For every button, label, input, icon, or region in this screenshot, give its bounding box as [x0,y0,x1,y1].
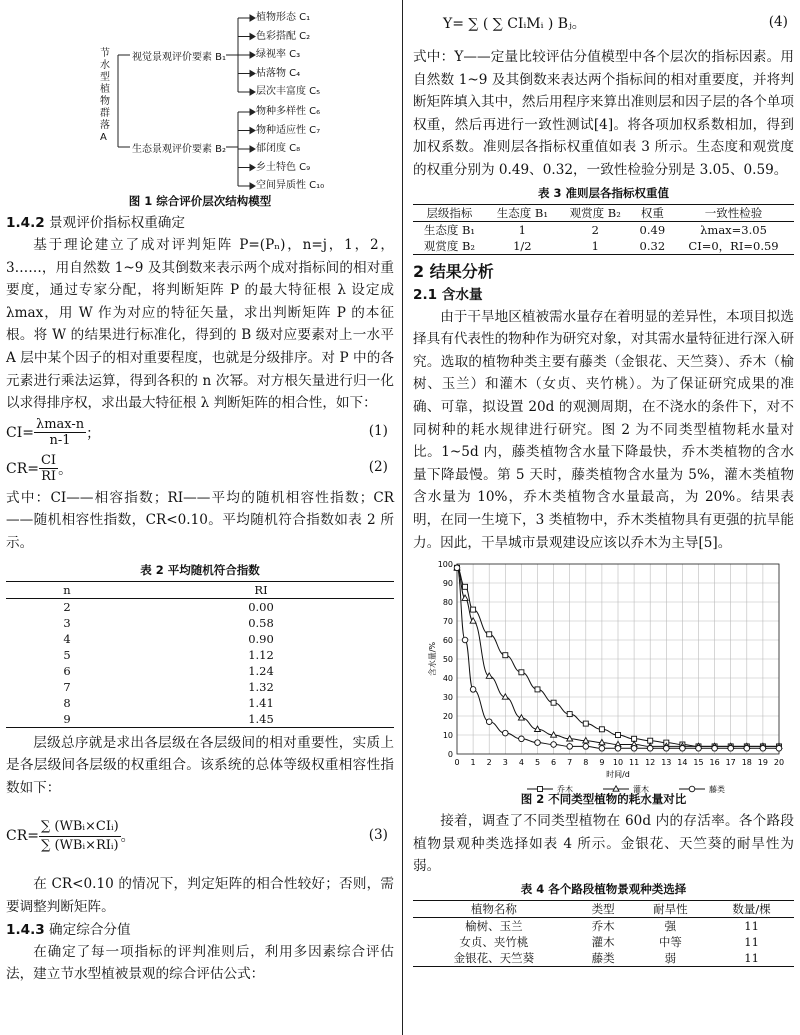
eq1-left: CI= [6,424,34,441]
b1-label: 视觉景观评价要素 B₁ [132,52,227,63]
table-cell: 3 [63,615,71,630]
x-tick-label: 14 [677,758,688,768]
eq2-fraction [39,453,58,484]
table-row [413,934,794,950]
eq3-denominator [39,837,121,855]
table-row [6,663,394,679]
root-label: 节水型植物群落A [100,48,110,143]
data-point [760,746,766,752]
x-tick-label: 4 [518,758,524,768]
data-point [551,700,556,705]
arrow-head [250,15,255,21]
hierarchy-diagram [6,0,394,190]
criterion-b2-5: 空间异质性 C₁₀ [256,180,325,191]
x-tick-label: 0 [454,758,460,768]
table-2-caption: 表 2 平均随机符合指数 [140,562,260,577]
data-point [583,721,588,726]
table-cell: 女贞、夹竹桃 [459,934,529,949]
table-header: n [6,581,128,598]
heading-number: 1.4.3 [6,921,45,938]
data-point [551,742,557,748]
x-tick-label: 12 [645,758,656,768]
arrow-head [250,146,255,152]
x-tick-label: 1 [470,758,476,768]
table-cell: λmax=3.05 [700,222,767,237]
right-column [413,0,794,967]
y-tick-label: 40 [442,674,453,684]
data-point [519,670,524,675]
paragraph: 在确定了每一项指标的评判准则后，利用多因素综合评估法，建立节水型植被景观的综合评估公式： [6,943,394,983]
arrow-head [250,71,255,77]
figure-2-caption: 图 2 不同类型植物的耗水量对比 [520,792,687,807]
x-tick-label: 6 [551,758,557,768]
column-divider [402,0,403,1035]
heading-number: 1.4.2 [6,215,45,231]
arrow-head [250,89,255,95]
y-tick-label: 80 [442,598,453,608]
data-point [599,727,604,732]
data-point [503,653,508,658]
section-2-heading: 2 结果分析 [413,261,494,281]
table-cell: 弱 [631,950,709,967]
table-cell: 2 [63,599,71,614]
table-cell: 金银花、天竺葵 [413,950,575,967]
arrow-head [250,128,255,134]
table-cell: 中等 [658,934,682,949]
data-point [487,632,492,637]
table-header: RI [128,581,394,598]
data-point [647,746,653,752]
criterion-b2-1: 物种多样性 C₆ [256,106,321,117]
eq1-denominator: n-1 [49,433,71,449]
x-tick-label: 15 [693,758,704,768]
table-2 [6,581,394,728]
table-cell: 1.45 [128,711,394,728]
x-axis-label: 时间/d [606,770,630,780]
data-point [462,637,468,643]
table-row [413,950,794,967]
left-column [6,0,394,986]
data-point [599,746,605,752]
table-row [6,631,394,647]
x-tick-label: 2 [486,758,492,768]
y-tick-label: 100 [437,560,453,570]
y-tick-label: 0 [447,750,453,760]
table-cell: 0.49 [639,222,666,237]
y-tick-label: 60 [442,636,453,646]
y-tick-label: 70 [442,617,453,627]
section-1-4-2-heading [6,212,394,234]
legend-label: 灌木 [633,785,649,795]
table-cell: 6 [63,663,71,678]
x-tick-label: 17 [725,758,736,768]
table-cell: 11 [709,950,794,967]
data-point [631,746,637,752]
criterion-b2-4: 乡土特色 C₉ [256,161,311,173]
criterion-b1-3: 绿视率 C₃ [256,49,301,60]
table-cell: 生态度 B₁ [423,222,476,237]
data-point [486,719,492,725]
paragraph: 由于干旱地区植被需水量存在着明显的差异性，本项目拟选择具有代表性的物种作为研究对象，对其需水量特征进行深入研究。选取的植物种类主要有藤类（金银花、天竺葵）、乔木（榆树、玉兰）和灌木（女贞、夹竹桃）。为了保证研究成果的准确、可靠，拟设置 20d 的观测周期，在不浇水的条件下，对不同树种的耗水规律进行研究。图 2 为不同类型植物耗水量对比。1~5d 内，藤类植物含水量下降最快，乔木类植物的含水量下降最慢。第 5 天时，藤类植物含水量为 5%，灌木类植物含水量为 10%，乔木类植物含水量最高，为 20%。结果表明，在同一生境下，3 类植物中，乔木类植物具有更强的抗旱能力。因此，干旱城市景观建设应该以乔木为主导[5]。 [413,308,794,551]
section-1-4-3-heading [6,919,394,941]
eq1-tail: ； [86,425,101,442]
legend-label: 乔木 [557,785,573,795]
table-4 [413,900,794,967]
eq2-denominator: RI [41,469,56,485]
table-header: 耐旱性 [631,900,709,917]
paragraph: 在 CR<0.10 的情况下，判定矩阵的相合性较好；否则，需要调整判断矩阵。 [6,876,394,915]
x-tick-label: 18 [741,758,752,768]
x-tick-label: 3 [502,758,508,768]
table-row [413,238,794,255]
data-point [728,746,734,752]
eq3-numerator-text: ∑ (WBᵢ×CIᵢ) [40,818,119,834]
arrow-head [250,109,255,115]
table-cell: 11 [744,934,759,949]
x-tick-label: 19 [757,758,768,768]
x-tick-label: 10 [612,758,624,768]
y-axis-label: 含水量/% [428,641,437,677]
table-header: 植物名称 [413,900,575,917]
table-row [6,647,394,663]
table-header: 生态度 B₁ [486,204,559,221]
heading-text: 2.1 含水量 [413,286,483,303]
data-point [583,744,589,750]
water-content-chart [413,558,794,795]
paragraph: 式中：CI——相容指数；RI——平均的随机相容性指数；CR——随机相容性指数，CR<0.10。平均随机符合指数如表 2 所示。 [6,489,394,551]
figure-2 [413,558,794,795]
table-row [6,598,394,615]
arrow-head [250,165,255,171]
table-cell: 5 [63,647,71,662]
b2-label: 生态景观评价要素 B₂ [132,144,227,155]
table-4-caption: 表 4 各个路段植物景观种类选择 [520,881,687,896]
table-row [6,695,394,711]
x-tick-label: 20 [773,758,785,768]
table-cell: CI=0，RI=0.59 [673,238,794,255]
paragraph: 式中：Y——定量比较评估分值模型中各个层次的指标因素。用自然数 1~9 及其倒数来表达两个指标间的相对重要度，并将判断矩阵填入其中，然后用程序来算出准则层和因子层的各个单项权重，然后再进行一致性测试[4]。将各项加权系数相加，得到加权系数。准则层各指标权重值如表 3 所示。生态度和观赏度的权重分别为 0.49、0.32，一致性检验分别是 3.05、0.59。 [413,49,794,178]
paragraph: 基于理论建立了成对评判矩阵 P=(Pₙ)，n=j，1，2，3……，用自然数 1~9 及其倒数来表示两个成对指标间的相对重要度，通过专家分配，将判断矩阵 P 的最大特征根 λ 设定成 λmax，用 W 作为对应的特征矢量，求出判断矩阵 P 的本征根。将 W 的结果进行标准化，得到的 B 级对应要素对上一水平 A 层中某个因子的相对重要程度，也就是分级排序。对 P 中的各元素进行乘法运算，得到各积的 n 次幂。对方根矢量进行归一化以求得排序权，求出最大特征根 λ 判断矩阵的相合性，如下： [6,237,394,412]
eq2-left: CR= [6,460,39,477]
table-cell: 灌木 [591,934,615,949]
data-point [744,746,750,752]
criterion-b1-2: 色彩搭配 C₂ [256,30,311,42]
y-tick-label: 10 [442,731,453,741]
table-3-caption: 表 3 准则层各指标权重值 [537,185,669,200]
criterion-b2-3: 郁闭度 C₈ [256,143,301,154]
data-point [776,746,782,752]
data-point [664,746,670,752]
criterion-b2-2: 物种适应性 C₇ [256,124,321,136]
data-point [470,687,476,693]
x-tick-label: 8 [583,758,589,768]
equation-2 [6,451,394,487]
table-header: 一致性检验 [673,204,794,221]
paragraph: 层级总序就是求出各层级在各层级间的相对重要性，实质上是各层级间各层级的权重组合。该系统的总体等级权重相容性指数如下： [6,734,394,796]
eq3-tail: 。 [120,829,135,846]
eq4-number: (4) [768,14,788,30]
criterion-b1-1: 植物形态 C₁ [256,12,311,23]
table-cell: 1.12 [248,647,274,662]
x-tick-label: 11 [629,758,640,768]
eq3-left: CR= [6,828,39,845]
table-row [413,917,794,934]
data-point [535,687,540,692]
table-cell: 榆树、玉兰 [465,918,523,933]
eq1-numerator: λmax-n [35,417,85,433]
table-cell: 0.90 [248,631,274,646]
legend-label: 藤类 [709,785,725,795]
table-row [6,679,394,695]
table-cell: 0.32 [632,238,673,255]
heading-text: 确定综合分值 [49,921,131,938]
equation-3 [6,799,394,873]
table-3 [413,204,794,255]
data-point [471,607,476,612]
eq2-number: (2) [368,458,388,475]
eq2-tail: 。 [58,461,73,478]
x-tick-label: 7 [567,758,573,768]
y-tick-label: 30 [442,693,453,703]
table-cell: 9 [6,711,128,728]
table-cell: 0.58 [248,615,274,630]
eq3-number: (3) [368,827,388,844]
table-cell: 2 [591,222,599,237]
x-tick-label: 13 [661,758,672,768]
table-header: 数量/棵 [709,900,794,917]
data-point [615,746,621,752]
equation-1 [6,415,394,451]
data-point [567,744,573,750]
heading-text: 景观评价指标权重确定 [49,215,185,231]
arrow-head [250,52,255,58]
criterion-b1-5: 层次丰富度 C₅ [256,86,321,97]
table-cell: 1.41 [248,695,274,710]
y-tick-label: 90 [442,579,453,589]
table-cell: 8 [63,695,71,710]
table-cell: 11 [744,918,759,933]
data-point [538,787,543,792]
table-header: 权重 [632,204,673,221]
arrow-head [250,34,255,40]
eq1-number: (1) [368,422,388,439]
paragraph: 接着，调查了不同类型植物在 60d 内的存活率。各个路段植物景观种类选择如表 4 所示。金银花、天竺葵的耐旱性为弱。 [413,813,794,875]
data-point [454,565,460,571]
table-cell: 1.24 [248,663,274,678]
criterion-b1-4: 枯落物 C₄ [256,67,301,79]
figure-1-caption: 图 1 综合评价层次结构模型 [128,194,272,208]
x-tick-label: 5 [534,758,541,768]
data-point [503,730,509,736]
y-tick-label: 20 [442,712,453,722]
table-header: 层级指标 [413,204,486,221]
table-row [6,615,394,631]
table-cell: 1.32 [248,679,274,694]
table-row [413,221,794,238]
eq2-numerator: CI [40,453,57,469]
data-point [462,595,468,600]
eq3-fraction [39,818,121,855]
table-cell: 1 [518,222,526,237]
data-point [712,746,718,752]
table-cell: 1/2 [486,238,559,255]
data-point [519,736,525,742]
table-cell: 乔木 [591,918,615,933]
table-cell: 1 [559,238,632,255]
figure-1 [6,0,394,190]
x-tick-label: 16 [709,758,720,768]
table-row [6,711,394,728]
table-header: 观赏度 B₂ [559,204,632,221]
eq3-denominator-text: ∑ (WBᵢ×RIᵢ) [41,837,119,853]
eq1-fraction [34,417,86,448]
data-point [567,712,572,717]
eq4-body: Y= ∑ ( ∑ CIᵢMᵢ ) Bⱼ。 [443,16,586,32]
arrow-head [250,183,255,189]
section-2-1-heading [413,284,794,306]
table-cell: 0.00 [248,599,274,614]
eq3-numerator [39,818,121,837]
y-tick-label: 50 [442,655,453,665]
data-point [463,584,468,589]
table-cell: 7 [63,679,71,694]
table-cell: 强 [664,918,677,933]
data-point [535,740,541,746]
table-header: 类型 [575,900,632,917]
x-tick-label: 9 [599,758,605,768]
data-point [616,733,621,738]
table-cell: 观赏度 B₂ [413,238,486,255]
data-point [680,746,686,752]
equation-4 [413,0,794,46]
table-cell: 藤类 [575,950,632,967]
data-point [689,786,695,792]
table-cell: 4 [63,631,71,646]
data-point [696,746,702,752]
